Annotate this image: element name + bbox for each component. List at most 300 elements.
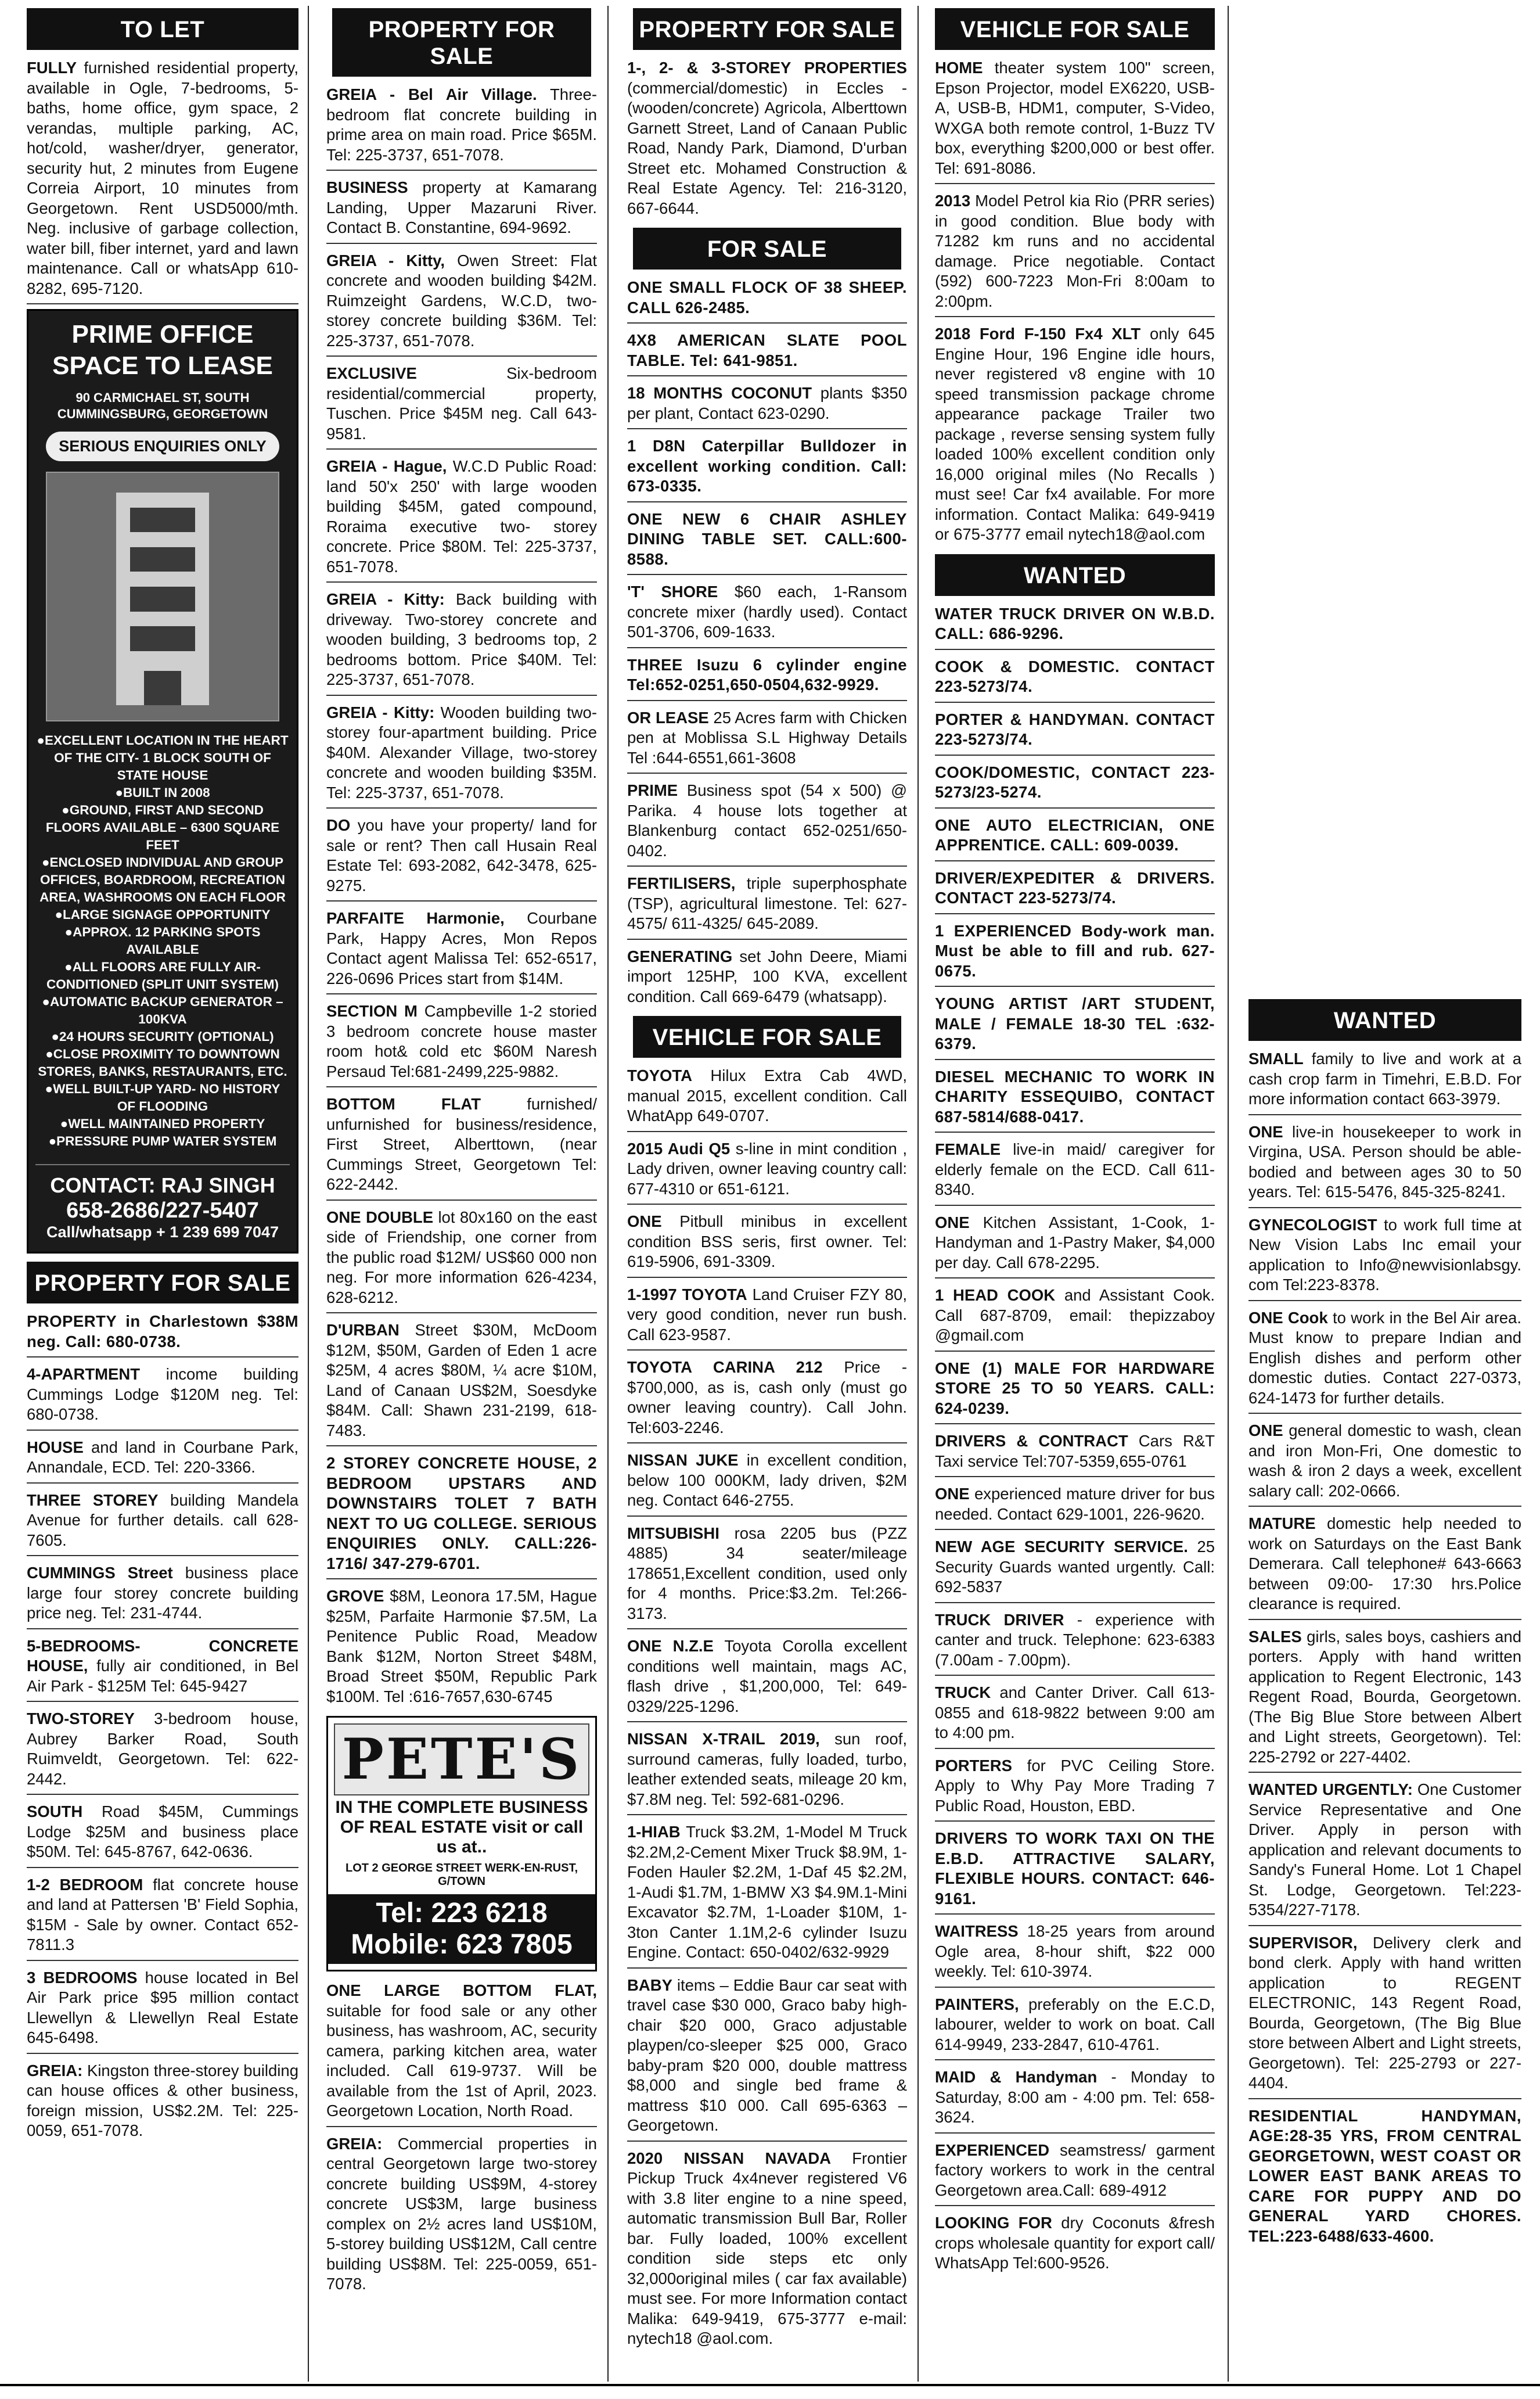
ad-lead: 2013: [935, 192, 971, 210]
ad-lead: MAID & Handyman: [935, 2068, 1098, 2086]
classified-ad: [935, 2065, 1215, 2134]
ad-lead: PRIME: [627, 781, 678, 799]
promo-title: PRIME OFFICE SPACE TO LEASE: [52, 320, 273, 380]
ad-body: s-line in mint condition , Lady driven, owner leaving country call: 677-4310 or 651-6121.: [627, 1139, 907, 1198]
ad-lead: OR LEASE: [627, 708, 709, 727]
ad-body: business place large four storey concrete building price neg. Tel: 231-4744.: [27, 1564, 298, 1622]
ad-body: to work full time at New Vision Labs Inc email your application to Info@newvisionlabsgy. com Tel:223-8378.: [1248, 1215, 1521, 1294]
building-window: [130, 508, 195, 533]
section-header-to-let: TO LET: [27, 8, 298, 50]
ad-list: [627, 1064, 907, 2354]
classified-ad: [1248, 1511, 1521, 1620]
section-header-vehicle-for-sale: VEHICLE FOR SALE: [935, 8, 1215, 50]
ad-body: Cars R&T Taxi service Tel:707-5359,655-0761: [935, 1432, 1215, 1470]
classified-ad: [935, 1429, 1215, 1477]
classified-ad: [326, 175, 597, 244]
ad-body: suitable for food sale or any other business, has washroom, AC, security camera, parking kitchen area, water included. Call 619-9737. Will be available from the 1st of April, 2023. Georgetown Location, North Road.: [326, 2001, 597, 2120]
ad-body: 18-25 years from around Ogle area, 8-hour shift, $22 000 weekly. Tel: 610-3974.: [935, 1922, 1215, 1980]
classified-ad: [935, 655, 1215, 703]
classified-ad: [1248, 1418, 1521, 1507]
classified-ad: [627, 1355, 907, 1443]
ad-body: items – Eddie Baur car seat with travel case $30 000, Graco baby high-chair $20 000, Graco adjustable playpen/co-sleeper $25 000, Graco baby-pram $20 000, double mattress $8,000 and single bed frame & mattress $10 000. Call 695-6363 – Georgetown.: [627, 1976, 907, 2134]
ad-body: only 645 Engine Hour, 196 Engine idle hours, never registered v8 engine with 10 speed transmission package chrome appearance package Trailer two package , reverse sensing system fully loaded 100% excellent condition only 16,000 original miles (No Recalls ) must see! Car fx4 available. For more information. Contact Malika: 649-9419 or 675-3777 email nytech18@aol.com: [935, 325, 1215, 543]
ad-lead: 2020 NISSAN NAVADA: [627, 2149, 832, 2167]
ad-body: 3-bedroom house, Aubrey Barker Road, South Ruimveldt, Georgetown. Tel: 622-2442.: [27, 1710, 298, 1788]
classified-ad: [935, 1680, 1215, 1749]
ad-body: - Monday to Saturday, 8:00 am - 4:00 pm. Tel: 658-3624.: [935, 2068, 1215, 2126]
ad-lead: DRIVER/EXPEDITER & DRIVERS. CONTACT 223-5273/74.: [935, 868, 1215, 907]
classified-ad: [935, 1535, 1215, 1603]
ad-body: Kingston three-storey building can house offices & other business, foreign mission, US$2.2M. Tel: 225-0059, 651-7078.: [27, 2061, 298, 2139]
ad-body: furnished/ unfurnished for business/residence, First Street, Alberttown, (near Cummings Street, Georgetown Tel: 622-2442.: [326, 1095, 597, 1193]
ad-body: house located in Bel Air Park price $95 million contact Llewellyn & Llewellyn Real Estate 645-6498.: [27, 1968, 298, 2046]
classified-ad: [27, 56, 298, 304]
ad-lead: ONE: [627, 1212, 662, 1230]
ad-lead: 2015 Audi Q5: [627, 1139, 731, 1158]
classified-ad: [627, 778, 907, 867]
ad-lead: WATER TRUCK DRIVER ON W.B.D. CALL: 686-9296.: [935, 604, 1215, 642]
classified-ad: [627, 1521, 907, 1630]
petes-real-estate-ad: [326, 1716, 597, 1971]
classified-ad: [627, 1727, 907, 1815]
ad-lead: DO: [326, 816, 351, 834]
ad-lead: TRUCK: [935, 1683, 991, 1701]
classified-ad: [935, 1919, 1215, 1988]
ad-lead: COOK/DOMESTIC, CONTACT 223-5273/23-5274.: [935, 763, 1215, 801]
column-3: [627, 8, 907, 2358]
column-divider: [1228, 6, 1229, 2382]
classified-ad: [1248, 1047, 1521, 1115]
ad-lead: ONE: [1248, 1421, 1283, 1439]
ad-lead: RESIDENTIAL HANDYMAN, AGE:28-35 YRS, FROM CENTRAL GEORGETOWN, WEST COAST OR LOWER EAST BANK AREAS TO CARE FOR PUPPY AND DO GENERAL YARD CHORES. TEL:223-6488/633-4600.: [1248, 2106, 1521, 2245]
ad-body: dry Coconuts &fresh crops wholesale quantity for export call/ WhatsApp Tel:600-9526.: [935, 2214, 1215, 2272]
ad-body: Street $30M, McDoom $12M, $50M, Garden of Eden 1 acre $25M, 4 acres $80M, ¼ acre $10M, Land of Canaan US$2M, Soesdyke $84M. Call: Shawn 231-2199, 618-7483.: [326, 1321, 597, 1439]
ad-lead: DRIVERS & CONTRACT: [935, 1432, 1128, 1450]
promo-feature: ● APPROX. 12 PARKING SPOTS AVAILABLE: [35, 924, 290, 958]
classified-ad: [627, 56, 907, 223]
ad-lead: 1 EXPERIENCED Body-work man. Must be able to fill and rub. 627-0675.: [935, 921, 1215, 980]
ad-body: for PVC Ceiling Store. Apply to Why Pay More Trading 7 Public Road, Houston, EBD.: [935, 1756, 1215, 1815]
classified-ad: [326, 813, 597, 902]
ad-lead: EXCLUSIVE: [326, 364, 417, 382]
classified-ad: [935, 992, 1215, 1060]
section-header-wanted: WANTED: [935, 554, 1215, 596]
ad-body: to work in the Bel Air area. Must know to prepare Indian and English dishes and perform other domestic duties. Contact 227-0373, 624-1473 for further details.: [1248, 1308, 1521, 1407]
classified-ad: [627, 1820, 907, 1969]
building-photo: [46, 472, 280, 721]
ad-body: Pitbull minibus in excellent condition BSS seris, first owner. Tel: 619-5906, 691-3309.: [627, 1212, 907, 1270]
promo-serious-badge: SERIOUS ENQUIRIES ONLY: [46, 432, 279, 461]
ad-lead: GREIA - Kitty:: [326, 703, 435, 721]
ad-body: building Mandela Avenue for further details. call 628-7605.: [27, 1491, 298, 1549]
ad-lead: PROPERTY in Charlestown $38M neg. Call: 680-0738.: [27, 1312, 298, 1351]
section-header-for-sale: FOR SALE: [633, 228, 901, 270]
ad-body: experienced mature driver for bus needed. Contact 629-1001, 226-9620.: [935, 1485, 1215, 1523]
ad-lead: DRIVERS TO WORK TAXI ON THE E.B.D. ATTRACTIVE SALARY, FLEXIBLE HOURS. CONTACT: 646-9161.: [935, 1829, 1215, 1908]
ad-lead: WAITRESS: [935, 1922, 1019, 1940]
classified-ad: [326, 1584, 597, 1711]
classified-ad: [27, 1873, 298, 1961]
ad-body: Land Cruiser FZY 80, very good condition, never run bush. Call 623-9587.: [627, 1285, 907, 1344]
ad-lead: MITSUBISHI: [627, 1524, 719, 1542]
classified-ad: [627, 944, 907, 1012]
classified-ad: [627, 507, 907, 576]
ad-body: Wooden building two-storey four-apartment building. Price $40M. Alexander Village, two-storey concrete and wooden building $35M. Tel: 225-3737, 651-7078.: [326, 703, 597, 802]
ad-lead: 1-, 2- & 3-STOREY PROPERTIES: [627, 59, 907, 77]
column-divider: [917, 6, 919, 2382]
ad-lead: NEW AGE SECURITY SERVICE.: [935, 1538, 1188, 1556]
building-window: [130, 626, 195, 651]
ad-body: you have your property/ land for sale or rent? Then call Husain Real Estate Tel: 693-2082, 642-3478, 625-9275.: [326, 816, 597, 895]
ad-body: lot 80x160 on the east side of Friendship, one corner from the public road $12M/ US$60 000 non neg. For more information 626-4234, 628-6212.: [326, 1208, 597, 1306]
classified-ad: [935, 919, 1215, 987]
classified-ad: [627, 1973, 907, 2142]
petes-tel: Tel: 223 6218: [376, 1898, 548, 1928]
classified-ad: [1248, 1120, 1521, 1208]
ad-lead: BABY: [627, 1976, 672, 1994]
ad-lead: HOUSE: [27, 1438, 84, 1456]
classified-ad: [326, 249, 597, 357]
ad-body: 25 Security Guards wanted urgently. Call: 692-5837: [935, 1538, 1215, 1596]
classified-ad: [27, 1707, 298, 1795]
ad-list: [326, 1978, 597, 2299]
ad-lead: GENERATING: [627, 947, 733, 965]
ad-body: sun roof, surround cameras, fully loaded, turbo, leather extended seats, mileage 20 km, $7.8M neg. Tel: 592-681-0296.: [627, 1730, 907, 1808]
classified-ad: [935, 322, 1215, 550]
classified-ad: [935, 813, 1215, 861]
classified-ad: [326, 587, 597, 696]
ad-body: domestic help needed to work on Saturdays on the East Bank Demerara. Call telephone# 643-6663 between 09:00- 17:30 hrs.Police clearance is required.: [1248, 1514, 1521, 1612]
ad-lead: ONE DOUBLE: [326, 1208, 434, 1226]
ad-lead: 1-HIAB: [627, 1823, 681, 1841]
ad-lead: ONE: [1248, 1122, 1283, 1141]
classified-ad: [627, 1137, 907, 1205]
petes-tagline: IN THE COMPLETE BUSINESS OF REAL ESTATE visit or call us at..: [335, 1798, 588, 1856]
classified-ad: [1248, 1306, 1521, 1414]
ad-lead: FEMALE: [935, 1140, 1001, 1158]
ad-lead: GREIA:: [27, 2061, 83, 2080]
ad-body: and Canter Driver. Call 613-0855 and 618-9822 between 9:00 am to 4:00 pm.: [935, 1683, 1215, 1741]
ad-body: triple superphosphate (TSP), agricultural limestone. Tel: 627-4575/ 611-4325/ 645-2089.: [627, 874, 907, 932]
ad-lead: ONE Cook: [1248, 1308, 1328, 1327]
ad-body: Owen Street: Flat concrete and wooden building $42M. Ruimzeight Gardens, W.C.D, two-storey concrete building $36M. Tel: 225-3737, 651-7078.: [326, 251, 597, 350]
promo-feature: ● LARGE SIGNAGE OPPORTUNITY: [35, 906, 290, 924]
ad-list: [27, 1309, 298, 2146]
ad-lead: TOYOTA: [627, 1066, 693, 1084]
ad-body: 25 Acres farm with Chicken pen at Moblissa S.L Highway Details Tel :644-6551,661-3608: [627, 708, 907, 767]
ad-body: Commercial properties in central Georgetown large two-storey concrete building US$9M, 4-storey concrete US$3M, large business complex on 2½ acres land US$10M, 5-storey building US$12M, Call centre building US$8M. Tel: 225-0059, 651-7078.: [326, 2134, 597, 2293]
ad-lead: TWO-STOREY: [27, 1710, 135, 1728]
ad-body: Six-bedroom residential/commercial property, Tuschen. Price $45M neg. Call 643-9581.: [326, 364, 597, 443]
column-5: [1248, 999, 1521, 2256]
ad-lead: BOTTOM FLAT: [326, 1095, 481, 1113]
ad-body: $60 each, 1-Ransom concrete mixer (hardly used). Contact 501-3706, 609-1633.: [627, 583, 907, 641]
ad-body: income building Cummings Lodge $120M neg. Tel: 680-0738.: [27, 1365, 298, 1423]
classified-ad: [627, 871, 907, 940]
ad-list: [627, 56, 907, 223]
ad-lead: 1 HEAD COOK: [935, 1286, 1056, 1304]
ad-lead: MATURE: [1248, 1514, 1316, 1532]
ad-lead: SECTION M: [326, 1002, 418, 1020]
ad-lead: SMALL: [1248, 1050, 1304, 1068]
ad-lead: PORTER & HANDYMAN. CONTACT 223-5273/74.: [935, 710, 1215, 748]
classified-ad: [326, 361, 597, 450]
classified-ad: [627, 2146, 907, 2354]
ad-lead: 4-APARTMENT: [27, 1365, 141, 1383]
petes-mobile: Mobile: 623 7805: [351, 1929, 573, 1960]
promo-feature: ● CLOSE PROXIMITY TO DOWNTOWN STORES, BANKS, RESTAURANTS, ETC.: [35, 1046, 290, 1080]
classified-ad: [935, 602, 1215, 650]
classified-ad: [627, 653, 907, 701]
promo-contact: CONTACT: RAJ SINGH: [35, 1164, 290, 1198]
office-space-promo: [27, 309, 298, 1254]
classified-ad: [326, 2132, 597, 2299]
ad-lead: GREIA - Kitty,: [326, 251, 445, 270]
classified-ad: [627, 1448, 907, 1517]
ad-lead: TOYOTA CARINA 212: [627, 1358, 823, 1376]
ad-body: girls, sales boys, cashiers and porters. Apply with hand written application to Regent Electronic, 143 Regent Road, Bourda, Georgetown. (The Big Blue Store between Albert and Light streets, Georgetown). Tel: 225-2792 or 227-4402.: [1248, 1627, 1521, 1766]
ad-lead: DIESEL MECHANIC TO WORK IN CHARITY ESSEQUIBO, CONTACT 687-5814/688-0417.: [935, 1067, 1215, 1126]
ad-lead: ONE AUTO ELECTRICIAN, ONE APPRENTICE. CALL: 609-0039.: [935, 816, 1215, 854]
ad-lead: FULLY: [27, 59, 77, 77]
classified-ad: [1248, 1777, 1521, 1926]
ad-body: preferably on the E.C.D, labourer, welder to work on boat. Call 614-9949, 233-2847, 610-4761.: [935, 1995, 1215, 2053]
classified-ad: [1248, 2104, 1521, 2251]
classified-ad: [627, 328, 907, 376]
classified-ad: [326, 999, 597, 1087]
column-divider: [308, 6, 309, 2382]
classified-ad: [935, 708, 1215, 756]
promo-feature: ● EXCELLENT LOCATION IN THE HEART OF THE CITY- 1 BLOCK SOUTH OF STATE HOUSE: [35, 732, 290, 784]
ad-lead: THREE Isuzu 6 cylinder engine Tel:652-0251,650-0504,632-9929.: [627, 655, 907, 694]
promo-feature: ● ENCLOSED INDIVIDUAL AND GROUP OFFICES, BOARDROOM, RECREATION AREA, WASHROOMS ON EACH FLOOR: [35, 854, 290, 906]
column-2: [326, 8, 597, 2304]
promo-feature: ● 24 HOURS SECURITY (OPTIONAL): [35, 1028, 290, 1046]
ad-lead: ONE N.Z.E: [627, 1637, 714, 1655]
classified-ad: [326, 701, 597, 809]
column-4: [935, 8, 1215, 2283]
classified-ad: [935, 1992, 1215, 2061]
ad-body: (commercial/domestic) in Eccles - (wooden/concrete) Agricola, Alberttown Garnett Street, Land of Canaan Public Road, Nandy Park, Diamond, D'urban Street etc. Mohamed Construction & Real Estate Agency. Tel: 216-3120, 667-6644.: [627, 78, 907, 217]
ad-body: Model Petrol kia Rio (PRR series) in good condition. Blue body with 71282 km runs and no accidental damage. Price negotiable. Contact (592) 600-7223 Mon-Fri 8:00am to 2:00pm.: [935, 192, 1215, 310]
ad-body: Truck $3.2M, 1-Model M Truck $2.2M,2-Cement Mixer Truck $8.9M, 1-Foden Hauler $2.2M, 1-Daf 45 $2.2M, 1-Audi $1.7M, 1-BMW X3 $4.9M.1-Mini Excavator $2.7M, 1-Loader $10M, 1-3ton Canter 1.1M,2-6 cylinder Isuzu Engine. Contact: 650-0402/632-9929: [627, 1823, 907, 1961]
ad-lead: GREIA - Bel Air Village.: [326, 85, 537, 103]
ad-list: [627, 275, 907, 1011]
ad-body: theater system 100" screen, Epson Projector, model EX6220, USB-A, USB-B, HDM1, computer, S-Video, WXGA both remote control, 1-Buzz TV box, everything $200,000 or best offer. Tel: 691-8086.: [935, 59, 1215, 177]
ad-body: Campbeville 1-2 storied 3 bedroom concrete house master room hot& cold etc $60M Naresh Persaud Tel:681-2499,225-9882.: [326, 1002, 597, 1080]
classified-ad: [27, 1435, 298, 1484]
ad-body: Hilux Extra Cab 4WD, manual 2015, excellent condition. Call WhatApp 649-0707.: [627, 1066, 907, 1125]
ad-lead: 'T' SHORE: [627, 583, 718, 601]
ad-lead: PARFAITE Harmonie,: [326, 909, 505, 927]
classified-ad: [27, 1309, 298, 1357]
ad-body: Business spot (54 x 500) @ Parika. 4 house lots together at Blankenburg contact 652-0251/650-0402.: [627, 781, 907, 860]
classified-ad: [935, 866, 1215, 914]
promo-feature-list: [35, 732, 290, 1150]
classified-ad: [935, 1826, 1215, 1915]
classified-ad: [326, 454, 597, 583]
promo-feature: ● BUILT IN 2008: [35, 784, 290, 802]
promo-address: 90 CARMICHAEL ST, SOUTH CUMMINGSBURG, GEORGETOWN: [57, 390, 268, 421]
ad-lead: 1-2 BEDROOM: [27, 1875, 143, 1894]
ad-lead: EXPERIENCED: [935, 2141, 1050, 2159]
ad-lead: WANTED URGENTLY:: [1248, 1780, 1413, 1798]
ad-body: and land in Courbane Park, Annandale, ECD. Tel: 220-3366.: [27, 1438, 298, 1476]
promo-feature: ● AUTOMATIC BACKUP GENERATOR – 100KVA: [35, 993, 290, 1028]
ad-lead: 1 D8N Caterpillar Bulldozer in excellent working condition. Call: 673-0335.: [627, 437, 907, 495]
ad-body: Toyota Corolla excellent conditions well maintain, mags AC, flash drive , $1,200,000, Tel: 649-0329/225-1296.: [627, 1637, 907, 1715]
ad-list: [1248, 1047, 1521, 2251]
ad-body: flat concrete house and land at Pattersen 'B' Field Sophia, $15M - Sale by owner. Contact 652-7811.3: [27, 1875, 298, 1953]
ad-body: Kitchen Assistant, 1-Cook, 1-Handyman and 1-Pastry Maker, $4,000 per day. Call 678-2295.: [935, 1213, 1215, 1272]
classified-ad: [1248, 1213, 1521, 1301]
ad-body: furnished residential property, available in Ogle, 7-bedrooms, 5-baths, home office, gym space, 2 verandas, multiple parking, AC, hot/cold, washer/dryer, generator, security hut, 2 minutes from Eugene Correia Airport, 10 minutes from Georgetown. Rent USD5000/mth. Neg. inclusive of garbage collection, water bill, fiber internet, yard and lawn maintenance. Call or whatsApp 610-8282, 695-7120.: [27, 59, 298, 297]
ad-lead: D'URBAN: [326, 1321, 400, 1339]
ad-lead: SALES: [1248, 1627, 1302, 1646]
section-header-property-for-sale: PROPERTY FOR SALE: [633, 8, 901, 50]
ad-lead: 3 BEDROOMS: [27, 1968, 138, 1987]
classified-ad: [27, 1634, 298, 1703]
ad-body: in excellent condition, below 100 000KM, lady driven, $2M neg. Contact 646-2755.: [627, 1451, 907, 1509]
ad-body: Courbane Park, Happy Acres, Mon Repos Contact agent Malissa Tel: 652-6517, 226-0696 Prices start from $14M.: [326, 909, 597, 987]
section-header-property-for-sale: PROPERTY FOR SALE: [27, 1262, 298, 1303]
ad-body: plants $350 per plant, Contact 623-0290.: [627, 384, 907, 422]
ad-body: Frontier Pickup Truck 4x4never registered V6 with 3.8 liter engine to a nine speed, automatic transmission Bull Bar, Roller bar. Fully loaded, 100% excellent condition side steps etc only 32,000original miles ( car fax available) must see. For more Information contact Malika: 649-9419, 675-3777 e-mail: nytech18 @aol.com.: [627, 2149, 907, 2347]
ad-body: and Assistant Cook. Call 687-8709, email: thepizzaboy @gmail.com: [935, 1286, 1215, 1344]
ad-lead: SOUTH: [27, 1802, 83, 1820]
promo-feature: ● WELL BUILT-UP YARD- NO HISTORY OF FLOODING: [35, 1080, 290, 1115]
classified-ad: [627, 1283, 907, 1351]
classified-ad: [326, 906, 597, 994]
classified-ad: [627, 1634, 907, 1722]
classified-ad: [935, 2138, 1215, 2207]
classified-ad: [935, 1754, 1215, 1822]
classified-ad: [326, 1205, 597, 1314]
promo-feature: ● GROUND, FIRST AND SECOND FLOORS AVAILABLE – 6300 SQUARE FEET: [35, 802, 290, 854]
ad-body: family to live and work at a cash crop farm in Timehri, E.B.D. For more information contact 663-3979.: [1248, 1050, 1521, 1108]
classified-ad: [326, 1092, 597, 1201]
building-door: [144, 671, 181, 706]
classified-ad: [935, 1137, 1215, 1206]
ad-lead: FERTILISERS,: [627, 874, 736, 892]
ad-body: set John Deere, Miami import 125HP, 100 KVA, excellent condition. Call 669-6479 (whatsapp).: [627, 947, 907, 1005]
ad-lead: SUPERVISOR,: [1248, 1933, 1358, 1952]
promo-feature: ● PRESSURE PUMP WATER SYSTEM: [35, 1133, 290, 1150]
ad-lead: GYNECOLOGIST: [1248, 1215, 1377, 1234]
ad-body: Three-bedroom flat concrete building in prime area on main road. Price $65M. Tel: 225-3737, 651-7078.: [326, 85, 597, 164]
classified-ad: [935, 1608, 1215, 1676]
classified-ad: [627, 1209, 907, 1278]
ad-lead: ONE NEW 6 CHAIR ASHLEY DINING TABLE SET. CALL:600-8588.: [627, 509, 907, 568]
classified-ad: [935, 2211, 1215, 2278]
section-header-property-for-sale: PROPERTY FOR SALE: [332, 8, 591, 77]
ad-body: One Customer Service Representative and One Driver. Apply in person with application and relevant documents to Sandy's Funeral Home. Lot 1 Chapel St. Lodge, Georgetown. Tel:223-5354/227-7178.: [1248, 1780, 1521, 1919]
classified-ad: [27, 1561, 298, 1629]
ad-lead: 1-1997 TOYOTA: [627, 1285, 747, 1303]
classified-ad: [627, 434, 907, 502]
ad-body: Price - $700,000, as is, cash only (must go owner leaving country). Call John. Tel:603-2246.: [627, 1358, 907, 1436]
classified-ad: [27, 1966, 298, 2054]
promo-feature: ● WELL MAINTAINED PROPERTY: [35, 1115, 290, 1133]
ad-body: Back building with driveway. Two-storey concrete and wooden building, 3 bedrooms top, 2 bedrooms bottom. Price $40M. Tel: 225-3737, 651-7078.: [326, 590, 597, 688]
classified-ad: [935, 1283, 1215, 1352]
classified-ad: [326, 1451, 597, 1579]
classified-ad: [935, 56, 1215, 184]
ad-body: property at Kamarang Landing, Upper Mazaruni River. Contact B. Constantine, 694-9692.: [326, 178, 597, 236]
ad-body: seamstress/ garment factory workers to work in the central Georgetown area.Call: 689-4912: [935, 2141, 1215, 2199]
ad-body: $8M, Leonora 17.5M, Hague $25M, Parfaite Harmonie $7.5M, La Penitence Public Road, Meadow Bank $12M, Norton Street $48M, Broad Street $50M, Republic Park $100M. Tel :616-7657,630-6745: [326, 1587, 597, 1705]
promo-feature: ● ALL FLOORS ARE FULLY AIR-CONDITIONED (SPLIT UNIT SYSTEM): [35, 958, 290, 993]
ad-list: [326, 82, 597, 1711]
ad-lead: 2018 Ford F-150 Fx4 XLT: [935, 325, 1141, 343]
ad-lead: ONE SMALL FLOCK OF 38 SHEEP. CALL 626-2485.: [627, 278, 907, 317]
ad-lead: 4X8 AMERICAN SLATE POOL TABLE. Tel: 641-9851.: [627, 331, 907, 369]
ad-body: general domestic to wash, clean and iron Mon-Fri, One domestic to wash & iron 2 days a week, excellent salary call: 202-0666.: [1248, 1421, 1521, 1500]
promo-phones: 658-2686/227-5407: [66, 1198, 259, 1223]
section-header-wanted: WANTED: [1248, 999, 1521, 1041]
ad-lead: ONE: [935, 1485, 970, 1503]
petes-address: LOT 2 GEORGE STREET WERK-EN-RUST, G/TOWN: [345, 1862, 578, 1888]
ad-body: live-in housekeeper to work in Virgina, USA. Person should be able-bodied and between ages 30 to 50 years. Tel: 615-5476, 845-325-8241.: [1248, 1122, 1521, 1201]
ad-lead: BUSINESS: [326, 178, 408, 196]
classified-ad: [935, 1356, 1215, 1425]
ad-list: [935, 56, 1215, 550]
classified-ad: [935, 760, 1215, 809]
ad-lead: 2 STOREY CONCRETE HOUSE, 2 BEDROOM UPSTARS AND DOWNSTAIRS TOLET 7 BATH NEXT TO UG COLLEGE. SERIOUS ENQUIRIES ONLY. CALL:226-1716/ 347-279-6701.: [326, 1454, 597, 1572]
ad-lead: COOK & DOMESTIC. CONTACT 223-5273/74.: [935, 657, 1215, 695]
classified-ad: [27, 2059, 298, 2146]
ad-lead: YOUNG ARTIST /ART STUDENT, MALE / FEMALE 18-30 TEL :632-6379.: [935, 994, 1215, 1053]
classified-ad: [627, 275, 907, 324]
ad-lead: GREIA:: [326, 2134, 383, 2153]
ad-lead: THREE STOREY: [27, 1491, 159, 1509]
classified-ad: [935, 1482, 1215, 1530]
classified-ad: [935, 1211, 1215, 1279]
classified-ad: [935, 189, 1215, 317]
classified-ad: [935, 1065, 1215, 1133]
ad-body: - experience with canter and truck. Telephone: 623-6383 (7.00am - 7.00pm).: [935, 1610, 1215, 1669]
page-bottom-rule: [0, 2384, 1540, 2386]
classified-ad: [27, 1362, 298, 1431]
ad-lead: NISSAN JUKE: [627, 1451, 739, 1469]
classified-ad: [326, 1318, 597, 1446]
ad-lead: ONE: [935, 1213, 970, 1231]
ad-list: [935, 602, 1215, 2278]
ad-lead: CUMMINGS Street: [27, 1564, 173, 1582]
promo-whatsapp: Call/whatsapp + 1 239 699 7047: [46, 1223, 279, 1241]
classified-ad: [627, 381, 907, 429]
ad-lead: ONE LARGE BOTTOM FLAT,: [326, 1981, 597, 1999]
classified-ad: [1248, 1931, 1521, 2099]
ad-lead: GREIA - Hague,: [326, 457, 447, 475]
ad-body: fully air conditioned, in Bel Air Park - $125M Tel: 645-9427: [27, 1657, 298, 1695]
ad-lead: ONE (1) MALE FOR HARDWARE STORE 25 TO 50 YEARS. CALL: 624-0239.: [935, 1359, 1215, 1417]
petes-phones: [328, 1894, 595, 1964]
ad-lead: 18 MONTHS COCONUT: [627, 384, 812, 402]
classified-ad: [27, 1800, 298, 1868]
ad-lead: HOME: [935, 59, 983, 77]
ad-lead: PAINTERS,: [935, 1995, 1019, 2013]
ad-lead: GROVE: [326, 1587, 384, 1605]
ad-lead: PORTERS: [935, 1756, 1012, 1775]
ad-body: Road $45M, Cummings Lodge $25M and business place $50M. Tel: 645-8767, 642-0636.: [27, 1802, 298, 1861]
ad-lead: TRUCK DRIVER: [935, 1610, 1064, 1629]
classified-ad: [627, 1064, 907, 1132]
classified-ad: [1248, 1625, 1521, 1773]
ad-lead: 5-BEDROOMS- CONCRETE HOUSE,: [27, 1636, 298, 1675]
column-divider: [607, 6, 609, 2382]
building-window: [130, 587, 195, 612]
